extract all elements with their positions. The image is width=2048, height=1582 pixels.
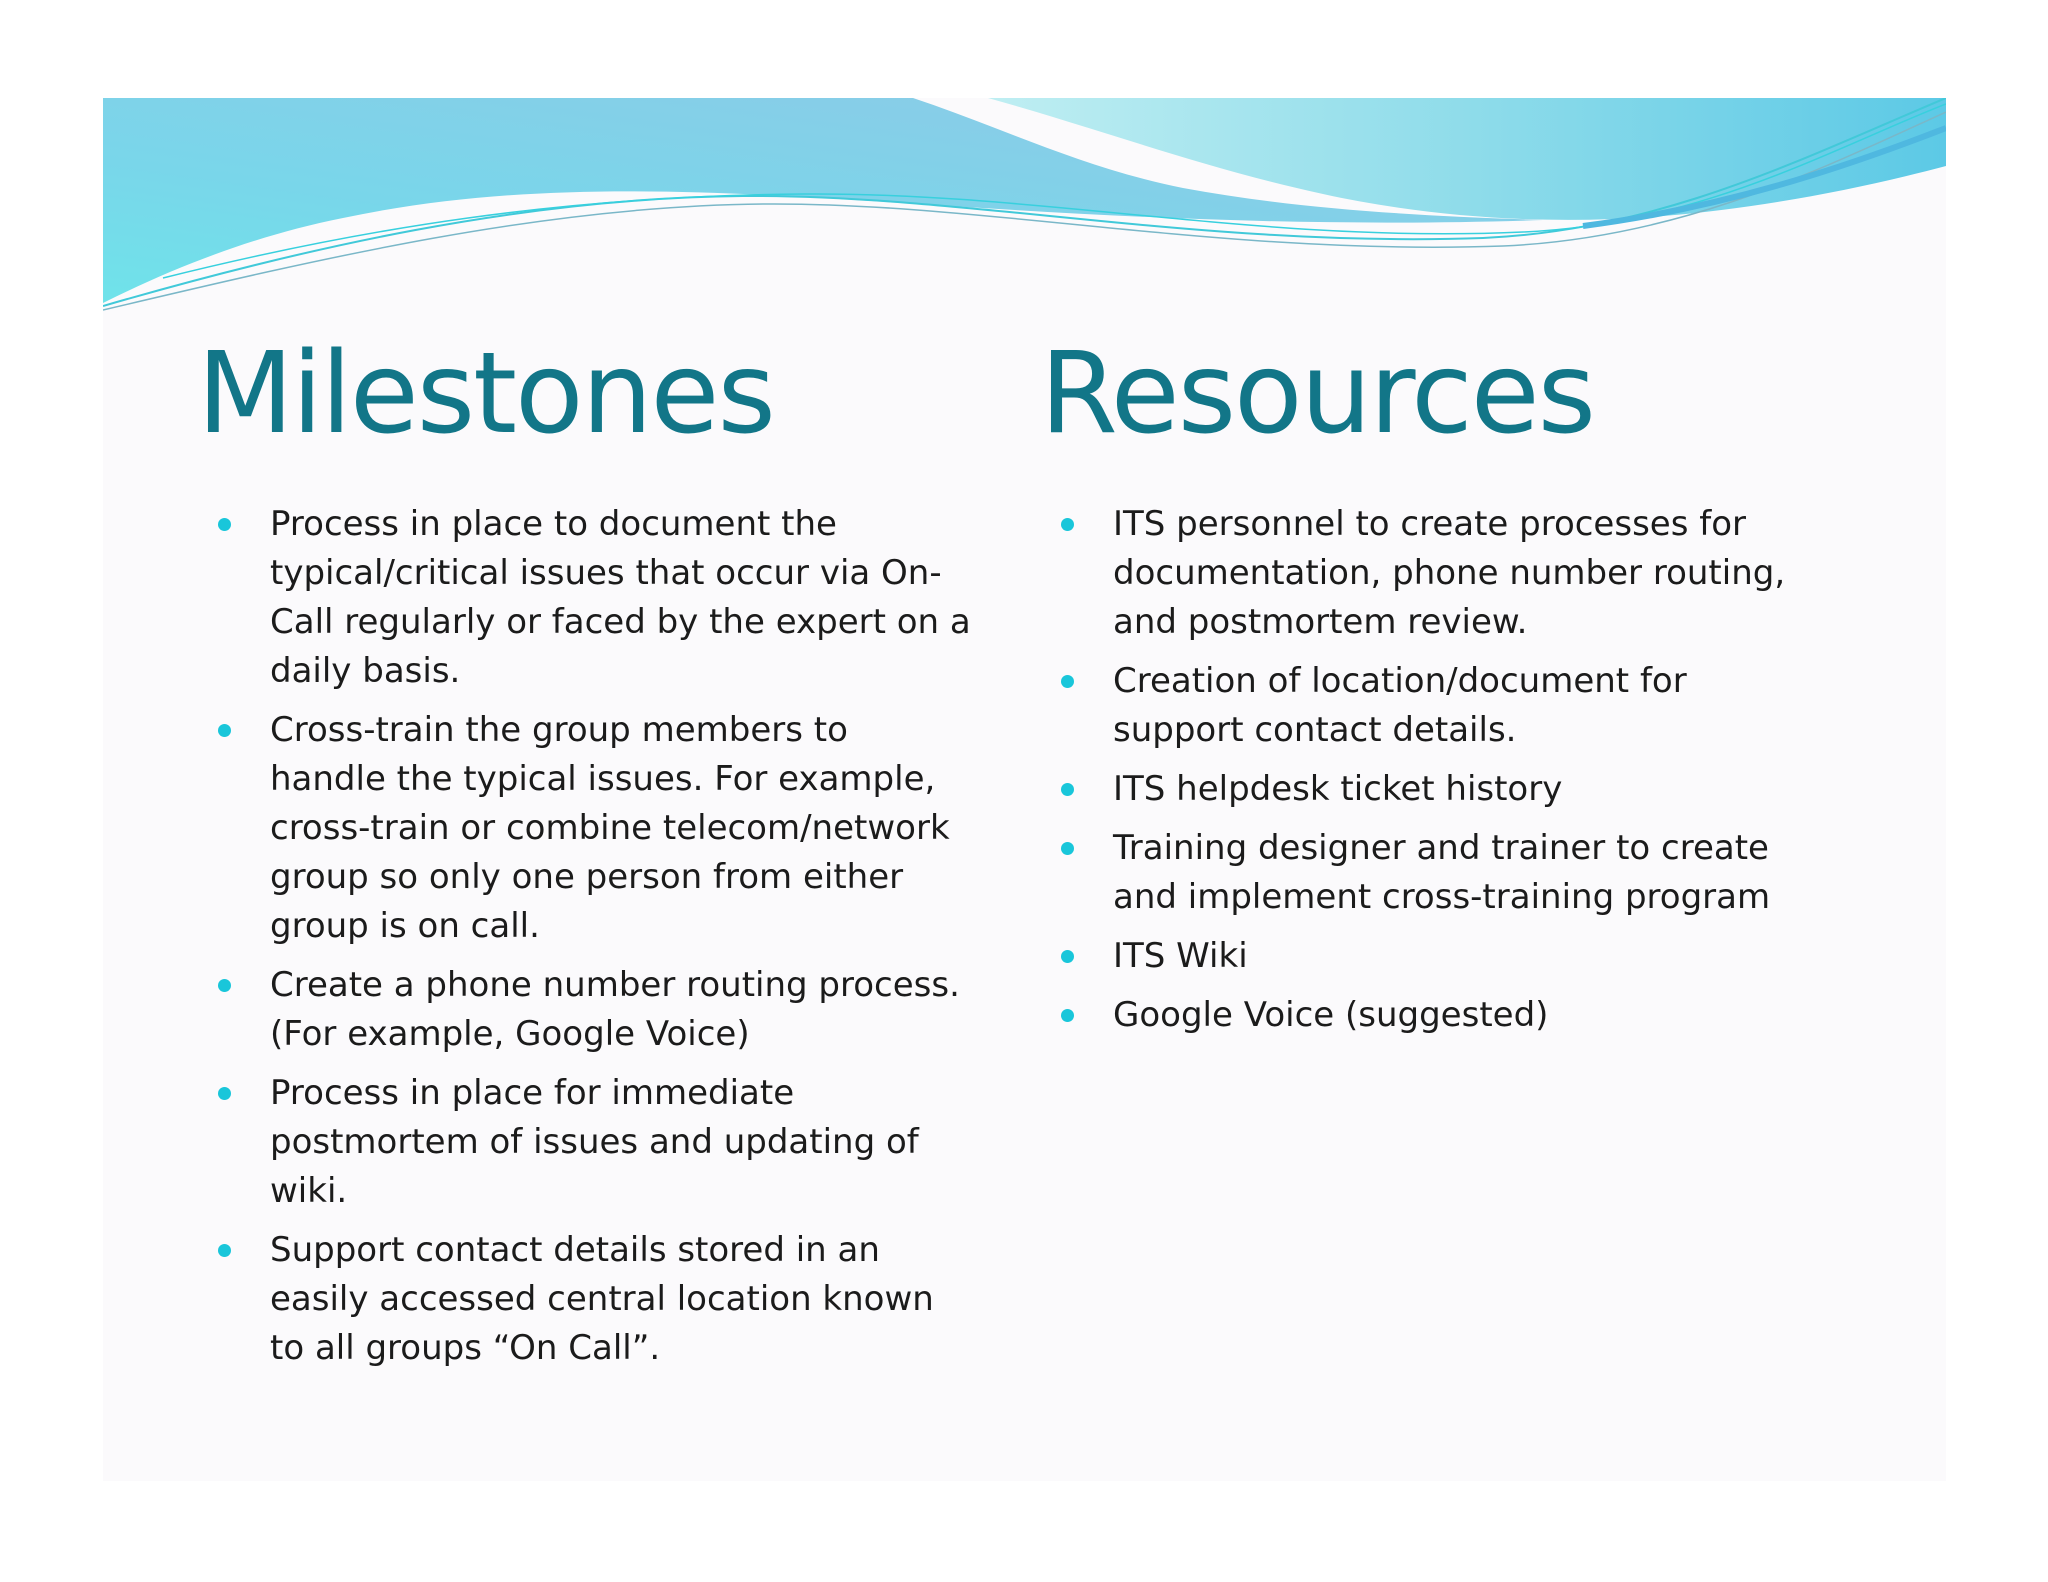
list-item-text: Support contact details stored in an easily accessed central location known to all groups “On Call”.: [270, 1230, 934, 1368]
bullet-dot-icon: [1061, 950, 1074, 963]
list-item-text: Process in place for immediate postmortem of issues and updating of wiki.: [270, 1073, 919, 1211]
list-item: [214, 706, 974, 951]
list-item: [214, 1226, 974, 1373]
bullet-dot-icon: [1061, 1009, 1074, 1022]
list-item-text: ITS helpdesk ticket history: [1113, 769, 1563, 809]
slide: [103, 98, 1946, 1481]
list-item-text: ITS Wiki: [1113, 936, 1248, 976]
header-wave-decoration: [103, 98, 1946, 318]
bullet-dot-icon: [218, 1244, 231, 1257]
resources-list: [1057, 500, 1817, 1050]
bullet-dot-icon: [218, 724, 231, 737]
list-item: [1057, 657, 1817, 755]
list-item: [1057, 932, 1817, 981]
list-item-text: Process in place to document the typical/critical issues that occur via On-Call regularly or faced by the expert on a daily basis.: [270, 504, 971, 691]
bullet-dot-icon: [1061, 518, 1074, 531]
list-item: [214, 500, 974, 696]
bullet-dot-icon: [218, 979, 231, 992]
bullet-dot-icon: [1061, 675, 1074, 688]
list-item-text: Creation of location/document for support contact details.: [1113, 661, 1687, 750]
list-item: [214, 1069, 974, 1216]
list-item: [1057, 765, 1817, 814]
milestones-list: [214, 500, 974, 1383]
list-item: [1057, 991, 1817, 1040]
list-item-text: Google Voice (suggested): [1113, 995, 1549, 1035]
resources-title: Resources: [1040, 329, 1594, 459]
list-item-text: Cross-train the group members to handle the typical issues. For example, cross-train or combine telecom/network group so only one person from either group is on call.: [270, 710, 950, 946]
list-item-text: ITS personnel to create processes for documentation, phone number routing, and postmortem review.: [1113, 504, 1786, 642]
milestones-title: Milestones: [197, 329, 774, 459]
list-item-text: Create a phone number routing process. (For example, Google Voice): [270, 965, 960, 1054]
bullet-dot-icon: [218, 518, 231, 531]
list-item: [214, 961, 974, 1059]
bullet-dot-icon: [218, 1087, 231, 1100]
list-item-text: Training designer and trainer to create and implement cross-training program: [1113, 828, 1771, 917]
list-item: [1057, 500, 1817, 647]
list-item: [1057, 824, 1817, 922]
bullet-dot-icon: [1061, 842, 1074, 855]
bullet-dot-icon: [1061, 783, 1074, 796]
